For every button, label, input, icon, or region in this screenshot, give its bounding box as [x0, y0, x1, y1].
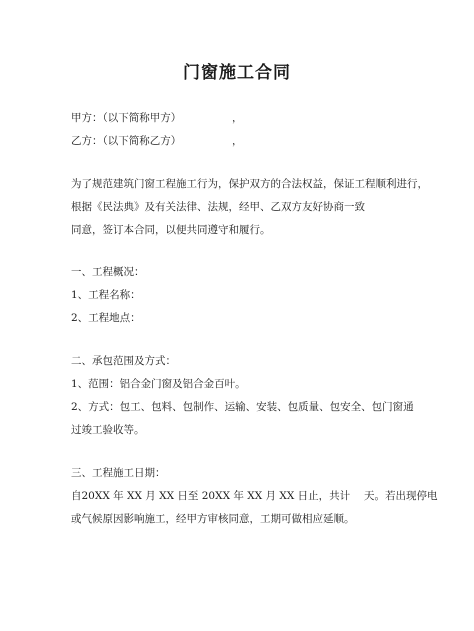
section-item: 2、工程地点： [71, 312, 141, 324]
section-heading: 一、工程概况： [71, 266, 145, 278]
section-item: 1、范围：铝合金门窗及铝合金百叶。 [71, 378, 246, 390]
document-title: 门窗施工合同 [183, 63, 291, 83]
party-b-comma: ， [232, 135, 243, 147]
section-heading: 三、工程施工日期： [71, 467, 166, 479]
section-item: 过竣工验收等。 [71, 424, 145, 436]
section-item: 自20XX 年 XX 月 XX 日至 20XX 年 XX 月 XX 日止，共计 天。若出现停电 [71, 490, 438, 502]
section-item: 或气候原因影响施工，经甲方审核同意，工期可做相应延顺。 [71, 513, 355, 525]
section-heading: 二、承包范围及方式： [71, 355, 176, 367]
preamble-line: 同意，签订本合同，以便共同遵守和履行。 [71, 224, 271, 236]
party-a-comma: ， [232, 112, 243, 124]
party-a-line: 甲方：（以下简称甲方） [71, 112, 182, 124]
section-item: 2、方式：包工、包料、包制作、运输、安装、包质量、包安全、包门窗通 [71, 401, 414, 413]
preamble-line: 根据《民法典》及有关法律、法规，经甲、乙双方友好协商一致 [71, 201, 365, 213]
preamble-line: 为了规范建筑门窗工程施工行为，保护双方的合法权益，保证工程顺利进行， [71, 178, 428, 190]
party-b-line: 乙方：（以下简称乙方） [71, 135, 182, 147]
section-item: 1、工程名称： [71, 289, 141, 301]
